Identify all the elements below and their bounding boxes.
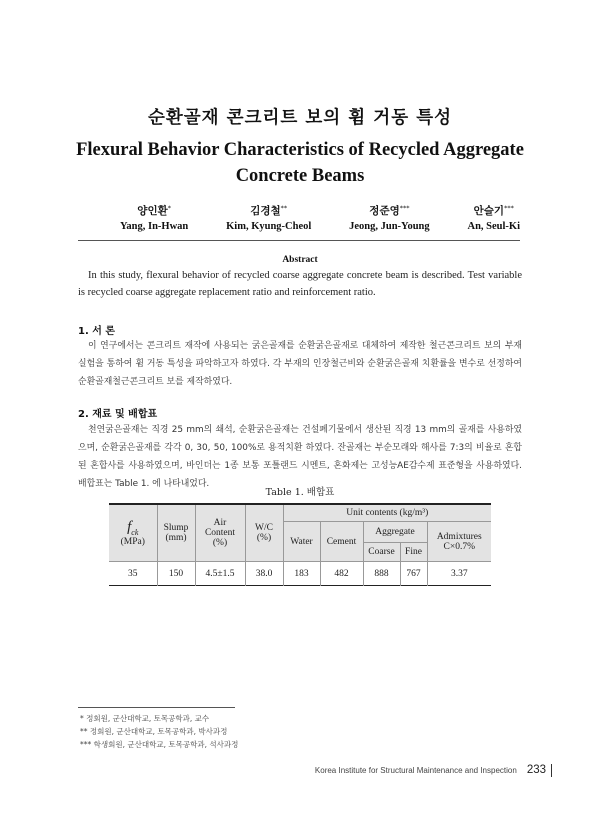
cell-admixtures: 3.37 [427,562,491,586]
author-mark: * [167,204,171,212]
footnote: ** 정회원, 군산대학교, 토목공학과, 박사과정 [80,727,228,736]
footnote-divider [78,707,235,708]
author [226,203,311,232]
author-name-en: An, Seul-Ki [467,221,520,232]
cell-slump: 150 [157,562,195,586]
cell-fine: 767 [400,562,427,586]
abstract-text: In this study, flexural behavior of recycled coarse aggregate concrete beam is described. Test variable is recycled coarse aggregate replacement ratio and reinforcement ratio. [78,270,522,298]
table-row [109,562,491,586]
section-heading-introduction: 1. 서 론 [78,326,116,337]
footnotes [80,712,238,751]
footnote: *** 학생회원, 군산대학교, 토목공학과, 석사과정 [80,740,239,749]
title-korean: 순환골재 콘크리트 보의 휨 거동 특성 [147,108,453,128]
header-admixtures: Admixtures C×0.7% [427,522,491,562]
author-list [120,203,520,232]
author-name-en: Yang, In-Hwan [120,221,189,232]
cell-air: 4.5±1.5 [195,562,245,586]
author-mark: *** [504,204,514,212]
author-name-en: Jeong, Jun-Young [349,221,430,232]
table-caption: Table 1. 배합표 [265,487,335,498]
cell-wc: 38.0 [245,562,283,586]
author-name-en: Kim, Kyung-Cheol [226,221,312,232]
header-divider [78,240,520,241]
header-slump: Slump (mm) [157,504,195,562]
section-text-introduction: 이 연구에서는 콘크리트 재작에 사용되는 굵은골재를 순환굵은골재로 대체하여 제작한 철근콘크리트 보의 부재 실험을 통하여 휨 거동 특성을 파악하고자 하였다. 각 부재의 인장철근비와 순환굵은골재 치환률을 변수로 선정하여 순환골재철근콘크리트 보를 제작하였다. [78,341,522,387]
page-footer [315,764,552,777]
author [467,203,520,232]
author [349,203,430,232]
mix-proportion-table [109,503,491,586]
header-water: Water [283,522,320,562]
header-coarse: Coarse [363,543,400,562]
cell-fck: 35 [109,562,157,586]
header-aggregate: Aggregate [363,522,427,543]
footnote: * 정회원, 군산대학교, 토목공학과, 교수 [80,714,210,723]
title-english: Flexural Behavior Characteristics of Recycled Aggregate Concrete Beams [76,140,524,186]
author-name-kr: 안슬기 [473,205,505,217]
cell-water: 183 [283,562,320,586]
header-fine: Fine [400,543,427,562]
header-cement: Cement [320,522,363,562]
author-mark: *** [399,204,410,212]
journal-name: Korea Institute for Structural Maintenance and Inspection [314,766,517,775]
author-name-kr: 양인환 [137,205,168,217]
author-name-kr: 정준영 [369,205,400,217]
header-unit-contents: Unit contents (kg/m³) [283,504,491,522]
header-wc: W/C (%) [245,504,283,562]
section-text-materials: 천연굵은골재는 직경 25 mm의 쇄석, 순환굵은골재는 건설폐기물에서 생산된 직경 13 mm의 골재를 사용하였으며, 순환굵은골재를 각각 0, 30, 50, 100%로 용적치환 하였다. 잔골재는 부순모래와 해사를 7:3의 비율로 혼합된 혼합사를 사용하였으며, 바인더는 1종 보통 포틀랜드 시멘트, 혼화제는 고성능AE감수제 표준형을 사용하였다. 배합표는 Table 1. 에 나타내었다. [78,425,522,489]
author-name-kr: 김경철 [250,205,281,217]
abstract-heading: Abstract [282,255,318,265]
section-heading-materials: 2. 재료 및 배합표 [78,409,158,420]
cell-cement: 482 [320,562,363,586]
cell-coarse: 888 [363,562,400,586]
author-mark: ** [280,204,288,212]
header-air-content: Air Content (%) [195,504,245,562]
author [120,203,188,232]
page-number: 233 [527,764,552,777]
header-fck: $f_{ck}$ (MPa) [109,504,157,562]
